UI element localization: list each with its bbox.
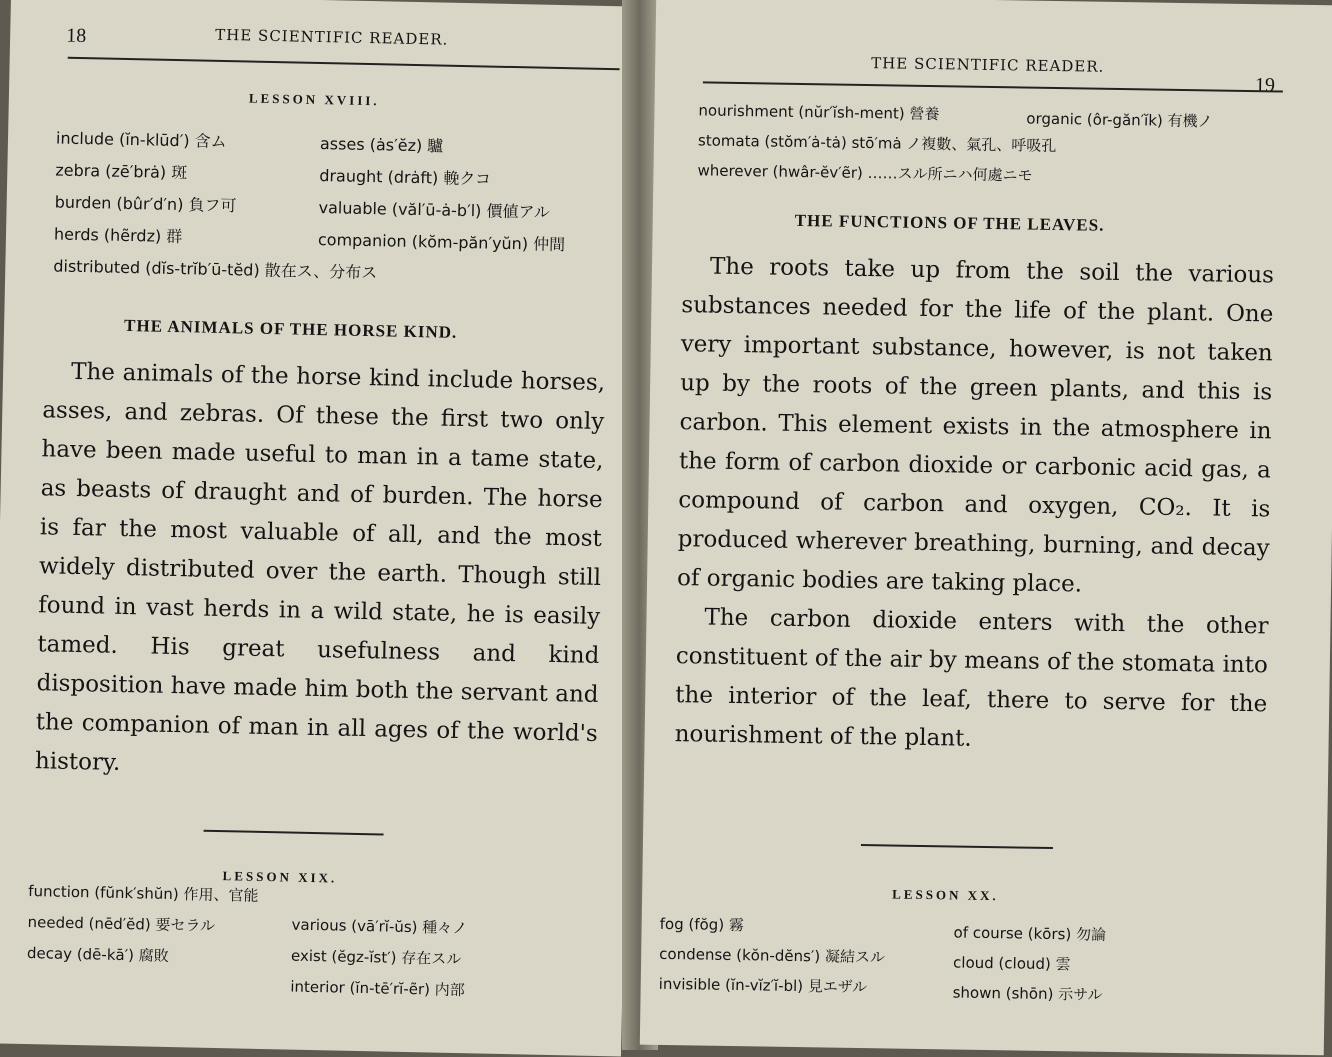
vocab-entry: decay (dē-kā′) 腐敗 [26, 944, 169, 966]
body-text [35, 352, 606, 793]
paragraph: The carbon dioxide enters with the other constituent of the air by means of the stomata into the interior of the leaf, there to serve for the nourishment of the plant. [674, 604, 1269, 752]
vocab-entry: various (vā′rĭ-ŭs) 種々ノ [291, 915, 468, 938]
header-rule [68, 57, 620, 71]
vocab-entry: of course (kōrs) 勿論 [953, 923, 1107, 944]
section-title: THE ANIMALS OF THE HORSE KIND. [123, 315, 458, 342]
page-number: 19 [1254, 74, 1276, 97]
vocab-entry: wherever (hwâr-ĕv′ẽr) ……スル所ニハ何處ニモ [697, 161, 1033, 185]
vocab-entry: valuable (văl′ū-ȧ-b′l) 價値アル [318, 197, 551, 222]
vocab-entry: condense (kŏn-dĕns′) 凝結スル [659, 944, 886, 967]
vocab-column-2 [318, 128, 568, 261]
vocab-column-1 [27, 876, 259, 974]
page-number: 18 [65, 24, 87, 48]
paragraph: The roots take up from the soil the various substances needed for the life of the plant. One very important substance, however, is not taken up by the roots of the green plants, and this is carbon. This element exists in the atmosphere in the form of carbon dioxide or carbonic acid gas, a compound of carbon and oxygen, CO₂. It is produced wherever breathing, burning, and decay of organic bodies are taking place. [676, 253, 1275, 598]
vocab-column-2 [290, 910, 468, 1007]
vocab-entry: draught (drȧft) 輓クコ [319, 165, 492, 189]
lesson-heading: LESSON XIX. [222, 868, 338, 886]
body-text [674, 247, 1274, 763]
vocab-entry: burden (bûr′d′n) 負フ可 [54, 192, 237, 216]
vocab-column-2 [952, 917, 1106, 1009]
vocab-entry: nourishment (nŭr′ĭsh-ment) 營養 [698, 101, 940, 124]
vocab-column-1 [659, 909, 886, 1003]
paragraph: The animals of the horse kind include horses, asses, and zebras. Of these the first two only have been made useful to man in a tame state, as beasts of draught and of burden. The horse is far the most valuable of all, and the most widely distributed over the earth. Though still found in vast herds in a wild state, he is easily tamed. His great usefulness and kind disposition have made him both the servant and the companion of man in all ages of the world's history. [34, 358, 606, 776]
vocab-entry: function (fŭnk′shŭn) 作用、官能 [28, 882, 259, 905]
left-page [0, 0, 643, 1057]
vocab-list [697, 95, 1057, 191]
running-head: THE SCIENTIFIC READER. [215, 25, 449, 49]
vocab-entry: asses (ȧs′ĕz) 驢 [319, 134, 444, 156]
vocab-entry: shown (shōn) 示サル [952, 983, 1103, 1004]
vocab-entry: fog (fŏg) 霧 [659, 914, 745, 935]
vocab-entry: organic (ôr-găn′ĭk) 有機ノ [1026, 109, 1213, 131]
running-head: THE SCIENTIFIC READER. [871, 54, 1105, 76]
vocab-entry: exist (ĕgz-ĭst′) 存在スル [290, 946, 462, 969]
vocab-column-2 [1026, 103, 1213, 138]
vocab-entry: companion (kŏm-păn′yŭn) 仲間 [317, 229, 566, 255]
section-title: THE FUNCTIONS OF THE LEAVES. [794, 210, 1105, 235]
vocab-entry: include (ĭn-klūd′) 含ム [55, 128, 227, 152]
vocab-entry: needed (nēd′ĕd) 要セラル [27, 913, 216, 935]
vocab-entry: cloud (cloud) 雲 [952, 953, 1071, 974]
vocab-entry: stomata (stŏm′ȧ-tȧ) stō′mȧ ノ複數、氣孔、呼吸孔 [697, 131, 1057, 155]
vocab-entry: invisible (ĭn-vĭz′ĭ-bl) 見エザル [658, 974, 868, 997]
ornamental-rule [861, 844, 1053, 849]
vocab-entry: herds (hẽrdz) 群 [53, 224, 183, 247]
header-rule [703, 81, 1283, 92]
lesson-heading: LESSON XX. [892, 886, 999, 904]
right-page [640, 0, 1332, 1055]
vocab-entry: interior (ĭn-tē′rĭ-ẽr) 内部 [290, 977, 465, 1000]
ornamental-rule [204, 830, 384, 836]
vocab-entry: zebra (zē′brȧ) 斑 [55, 160, 188, 183]
lesson-heading: LESSON XVIII. [248, 90, 380, 109]
vocab-entry: distributed (dĭs-trĭb′ū-tĕd) 散在ス、分布ス [53, 256, 378, 283]
